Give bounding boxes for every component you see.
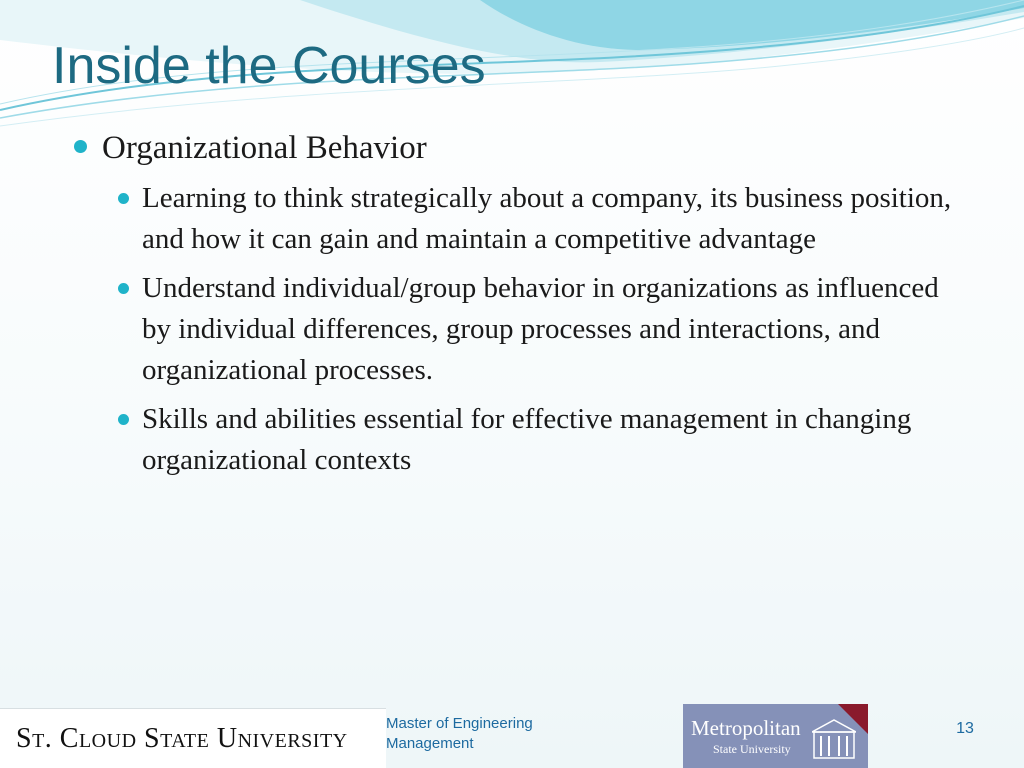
sub-bullet-item [112,399,972,481]
slide-title: Inside the Courses [52,37,486,95]
slide-footer [0,708,1024,768]
program-name [386,714,586,754]
partner-logo-title: Metropolitan [691,716,801,740]
university-logo [0,708,386,768]
sub-bullet-text: Learning to think strategically about a company, its business position, and how it can gain and maintain a competitive advantage [142,182,952,255]
bullet-level1 [72,128,972,168]
partner-logo [683,704,868,768]
program-name-line1: Master of Engineering [386,715,533,732]
building-icon [812,718,856,760]
sub-bullet-list [72,178,972,481]
university-logo-text: St. Cloud State University [16,723,348,754]
sub-bullet-text: Understand individual/group behavior in organizations as influenced by individual differences, group processes and interactions, and organizational processes. [142,272,939,386]
sub-bullet-item [112,178,972,260]
round-bullet-icon [118,414,129,425]
partner-logo-subtitle: State University [713,742,791,756]
round-bullet-icon [74,140,87,153]
program-name-line2: Management [386,735,474,752]
bullet-list [72,128,972,489]
page-number: 13 [956,720,974,737]
sub-bullet-item [112,268,972,391]
round-bullet-icon [118,283,129,294]
round-bullet-icon [118,193,129,204]
bullet-level1-text: Organizational Behavior [102,130,427,166]
sub-bullet-text: Skills and abilities essential for effective management in changing organizational contexts [142,403,912,476]
